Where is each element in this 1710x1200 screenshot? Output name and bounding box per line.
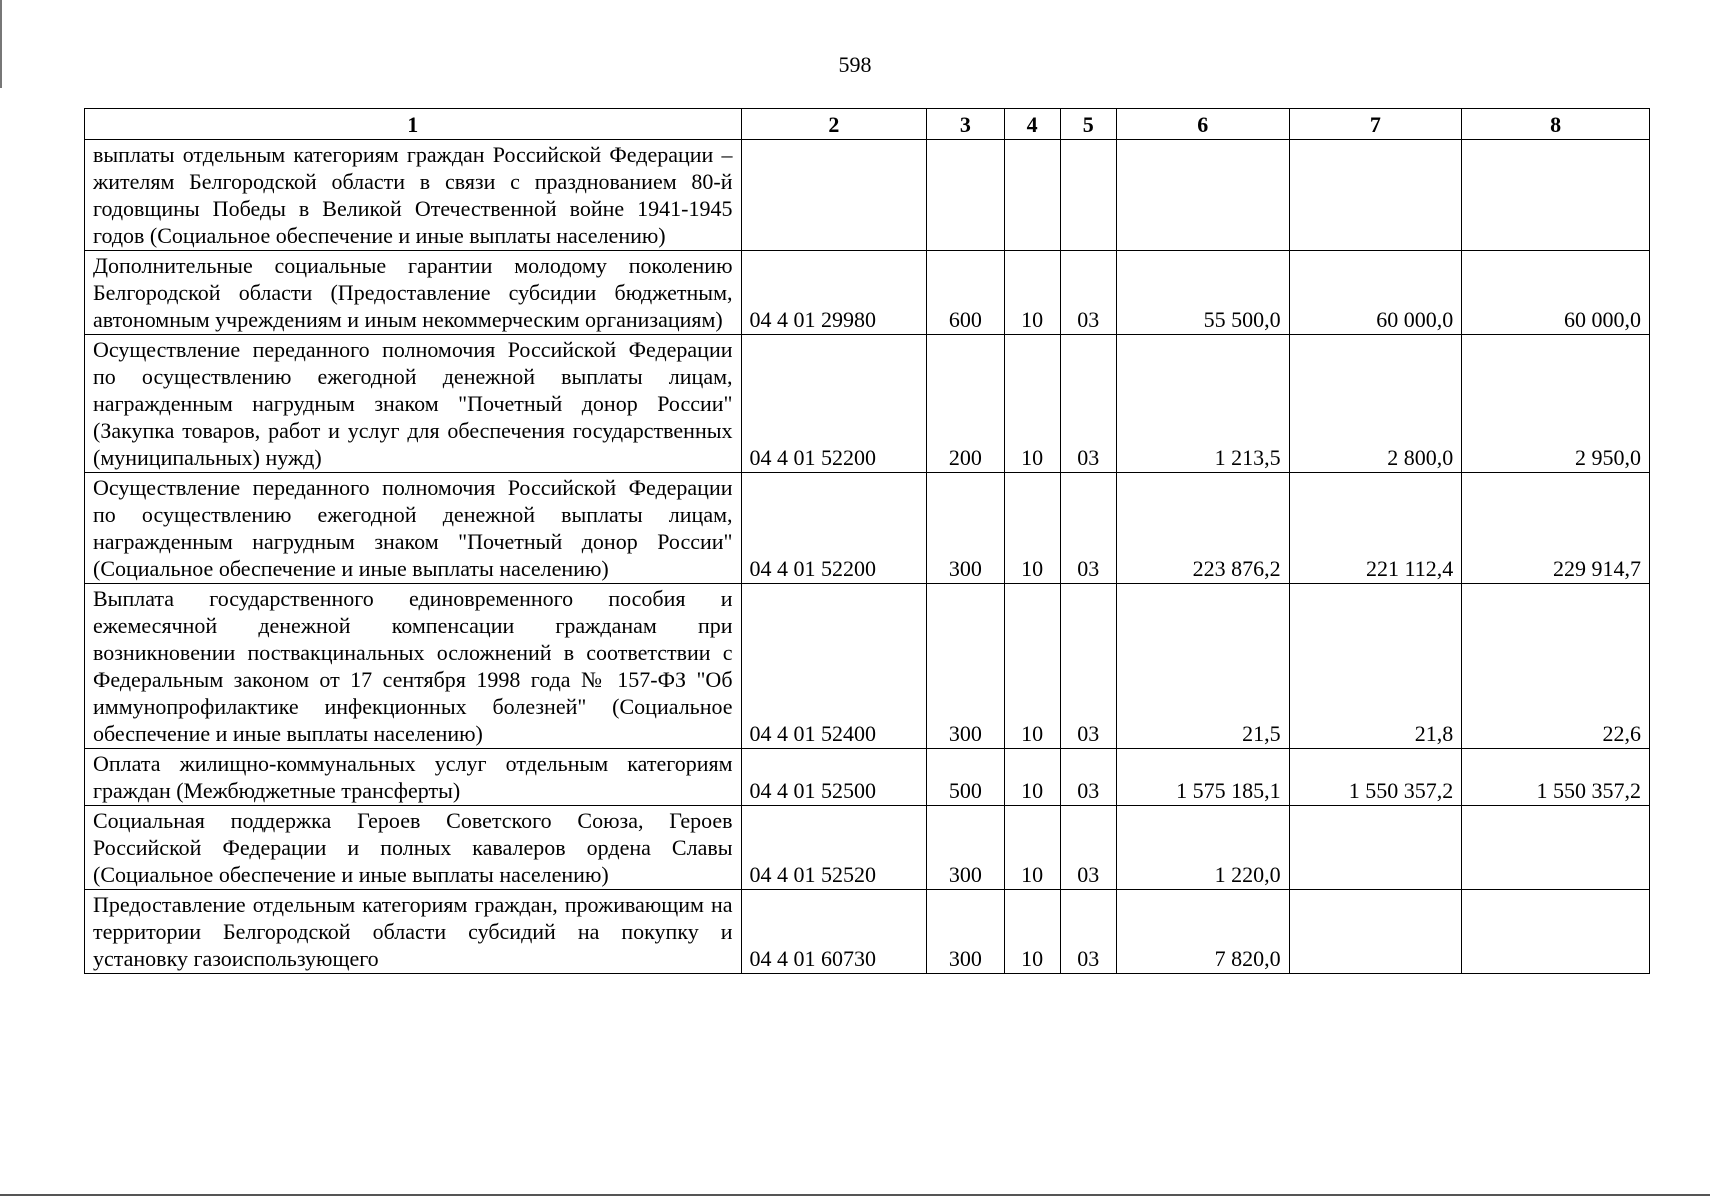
- row-col5: [1060, 140, 1116, 251]
- row-col4: 10: [1004, 251, 1060, 335]
- row-code: 04 4 01 29980: [741, 251, 927, 335]
- row-value-8: 2 950,0: [1462, 335, 1650, 473]
- row-value-7: 221 112,4: [1289, 473, 1462, 584]
- row-description: Оплата жилищно-коммунальных услуг отдельным категориям граждан (Межбюджетные трансферты): [85, 749, 742, 806]
- row-col5: 03: [1060, 251, 1116, 335]
- header-cell: 2: [741, 109, 927, 140]
- row-col3: 300: [927, 473, 1004, 584]
- row-col4: 10: [1004, 335, 1060, 473]
- row-col3: 300: [927, 584, 1004, 749]
- row-value-7: 60 000,0: [1289, 251, 1462, 335]
- row-col5: 03: [1060, 584, 1116, 749]
- table-row: [85, 473, 1650, 584]
- row-col4: 10: [1004, 473, 1060, 584]
- row-col3: 300: [927, 890, 1004, 974]
- row-value-8: 1 550 357,2: [1462, 749, 1650, 806]
- table-row: [85, 335, 1650, 473]
- row-description: Предоставление отдельным категориям граждан, проживающим на территории Белгородской области субсидий на покупку и установку газоиспользующего: [85, 890, 742, 974]
- row-col4: 10: [1004, 806, 1060, 890]
- header-row: [85, 109, 1650, 140]
- table-row: [85, 890, 1650, 974]
- row-description: Дополнительные социальные гарантии молодому поколению Белгородской области (Предоставление субсидии бюджетным, автономным учреждениям и иным некоммерческим организациям): [85, 251, 742, 335]
- row-description: выплаты отдельным категориям граждан Российской Федерации – жителям Белгородской области в связи с празднованием 80-й годовщины Победы в Великой Отечественной войне 1941-1945 годов (Социальное обеспечение и иные выплаты населению): [85, 140, 742, 251]
- row-value-8: [1462, 140, 1650, 251]
- row-code: 04 4 01 52200: [741, 473, 927, 584]
- header-cell: 5: [1060, 109, 1116, 140]
- row-col5: 03: [1060, 806, 1116, 890]
- row-description: Социальная поддержка Героев Советского Союза, Героев Российской Федерации и полных кавалеров ордена Славы (Социальное обеспечение и иные выплаты населению): [85, 806, 742, 890]
- row-value-7: [1289, 140, 1462, 251]
- row-code: 04 4 01 52200: [741, 335, 927, 473]
- row-col5: 03: [1060, 473, 1116, 584]
- row-value-6: 7 820,0: [1116, 890, 1289, 974]
- row-value-8: 22,6: [1462, 584, 1650, 749]
- row-col5: 03: [1060, 335, 1116, 473]
- row-col5: 03: [1060, 749, 1116, 806]
- row-description: Выплата государственного единовременного пособия и ежемесячной денежной компенсации гражданам при возникновении поствакцинальных осложнений в соответствии с Федеральным законом от 17 сентября 1998 года № 157-ФЗ "Об иммунопрофилактике инфекционных болезней" (Социальное обеспечение и иные выплаты населению): [85, 584, 742, 749]
- budget-table: [84, 108, 1650, 974]
- row-value-6: 21,5: [1116, 584, 1289, 749]
- row-col3: [927, 140, 1004, 251]
- row-col3: 300: [927, 806, 1004, 890]
- row-value-7: 21,8: [1289, 584, 1462, 749]
- row-col3: 500: [927, 749, 1004, 806]
- row-value-6: 1 575 185,1: [1116, 749, 1289, 806]
- row-code: [741, 140, 927, 251]
- table-row: [85, 584, 1650, 749]
- row-value-8: [1462, 890, 1650, 974]
- row-code: 04 4 01 52400: [741, 584, 927, 749]
- row-value-8: [1462, 806, 1650, 890]
- row-col4: 10: [1004, 749, 1060, 806]
- row-value-7: [1289, 806, 1462, 890]
- header-cell: 3: [927, 109, 1004, 140]
- row-description: Осуществление переданного полномочия Российской Федерации по осуществлению ежегодной денежной выплаты лицам, награжденным нагрудным знаком "Почетный донор России" (Закупка товаров, работ и услуг для обеспечения государственных (муниципальных) нужд): [85, 335, 742, 473]
- row-code: 04 4 01 52520: [741, 806, 927, 890]
- row-col3: 600: [927, 251, 1004, 335]
- table-row: [85, 251, 1650, 335]
- row-value-6: 223 876,2: [1116, 473, 1289, 584]
- page-number: 598: [838, 52, 872, 77]
- row-col5: 03: [1060, 890, 1116, 974]
- row-col3: 200: [927, 335, 1004, 473]
- table-row: [85, 749, 1650, 806]
- row-value-7: 2 800,0: [1289, 335, 1462, 473]
- row-value-8: 60 000,0: [1462, 251, 1650, 335]
- row-value-6: 1 213,5: [1116, 335, 1289, 473]
- row-value-6: 1 220,0: [1116, 806, 1289, 890]
- row-value-7: 1 550 357,2: [1289, 749, 1462, 806]
- header-cell: 7: [1289, 109, 1462, 140]
- header-cell: 6: [1116, 109, 1289, 140]
- row-value-6: 55 500,0: [1116, 251, 1289, 335]
- row-value-8: 229 914,7: [1462, 473, 1650, 584]
- table-row: [85, 806, 1650, 890]
- row-value-6: [1116, 140, 1289, 251]
- row-value-7: [1289, 890, 1462, 974]
- table-row: [85, 140, 1650, 251]
- header-cell: 4: [1004, 109, 1060, 140]
- row-code: 04 4 01 52500: [741, 749, 927, 806]
- row-col4: [1004, 140, 1060, 251]
- header-cell: 1: [85, 109, 742, 140]
- scan-edge-bottom: [0, 1194, 1710, 1196]
- row-description: Осуществление переданного полномочия Российской Федерации по осуществлению ежегодной денежной выплаты лицам, награжденным нагрудным знаком "Почетный донор России" (Социальное обеспечение и иные выплаты населению): [85, 473, 742, 584]
- row-col4: 10: [1004, 890, 1060, 974]
- header-cell: 8: [1462, 109, 1650, 140]
- row-col4: 10: [1004, 584, 1060, 749]
- row-code: 04 4 01 60730: [741, 890, 927, 974]
